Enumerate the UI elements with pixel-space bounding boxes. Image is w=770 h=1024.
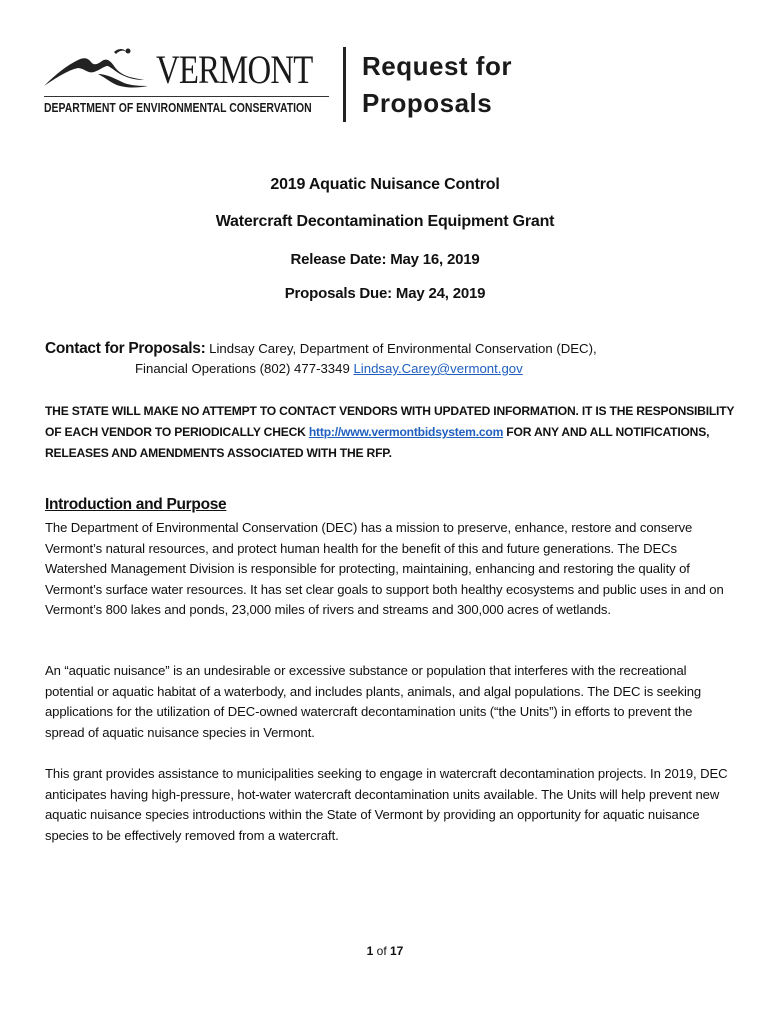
notice-text-2: FOR ANY AND ALL NOTIFICATIONS, RELEASES AND AMENDMENTS ASSOCIATED WITH THE RFP.	[45, 425, 710, 460]
contact-name: Lindsay Carey, Department of Environmental Conservation (DEC),	[205, 341, 597, 356]
grant-title-line2: Watercraft Decontamination Equipment Grant	[215, 213, 555, 230]
contact-phone: Financial Operations (802) 477-3349	[135, 361, 354, 376]
section-heading-introduction: Introduction and Purpose	[45, 496, 227, 513]
document-title-line1: Request for	[362, 51, 512, 81]
vendor-notice	[45, 401, 735, 464]
logo-divider	[44, 96, 329, 97]
paragraph-grant-assistance: This grant provides assistance to municipalities seeking to engage in watercraft decontamination projects. In 2019, DEC anticipates having high-pressure, hot-water watercraft decontamination units available. The Units will help prevent new aquatic nuisance species introductions within the State of Vermont by providing an opportunity for aquatic nuisance species to be effectively removed from a watercraft.	[45, 766, 728, 843]
paragraph-aquatic-nuisance: An “aquatic nuisance” is an undesirable or excessive substance or population that interferes with the recreational potential or aquatic habitat of a waterbody, and includes plants, animals, and algal populations. The DEC is seeking applications for the utilization of DEC-owned watercraft decontamination units (“the Units”) in efforts to prevent the spread of aquatic nuisance species in Vermont.	[45, 663, 702, 740]
release-date: Release Date: May 16, 2019	[290, 251, 480, 268]
contact-email-link[interactable]: Lindsay.Carey@vermont.gov	[353, 361, 523, 376]
mountain-logo-icon	[44, 44, 164, 94]
page-number	[0, 944, 770, 958]
logo-wordmark: VERMONT	[156, 47, 313, 92]
page-current: 1	[366, 944, 374, 958]
contact-line1	[45, 340, 597, 358]
contact-line2	[135, 361, 523, 376]
vermont-dec-logo	[44, 44, 334, 124]
page-of: of	[373, 944, 390, 958]
document-title	[362, 48, 512, 122]
bid-system-link[interactable]: http://www.vermontbidsystem.com	[308, 425, 504, 439]
header-divider	[343, 47, 346, 122]
page-total: 17	[390, 944, 404, 958]
contact-label: Contact for Proposals:	[45, 340, 206, 357]
grant-title-line1: 2019 Aquatic Nuisance Control	[270, 176, 500, 193]
notice-text-1: THE STATE WILL MAKE NO ATTEMPT TO CONTACT VENDORS WITH UPDATED INFORMATION. IT IS THE RESPONSIBILITY OF EACH VENDOR TO PERIODICALLY CHECK	[45, 404, 735, 439]
proposals-due-date: Proposals Due: May 24, 2019	[284, 285, 486, 302]
logo-department-name: DEPARTMENT OF ENVIRONMENTAL CONSERVATION	[44, 101, 312, 115]
document-title-line2: Proposals	[362, 88, 493, 118]
paragraph-mission: The Department of Environmental Conservation (DEC) has a mission to preserve, enhance, restore and conserve Vermont’s natural resources, and protect human health for the benefit of this and future generations. The DECs Watershed Management Division is responsible for protecting, maintaining, enhancing and restoring the quality of Vermont’s surface water resources. It has set clear goals to support both healthy ecosystems and public uses in and on Vermont’s 800 lakes and ponds, 23,000 miles of rivers and streams and 300,000 acres of wetlands.	[45, 520, 724, 617]
